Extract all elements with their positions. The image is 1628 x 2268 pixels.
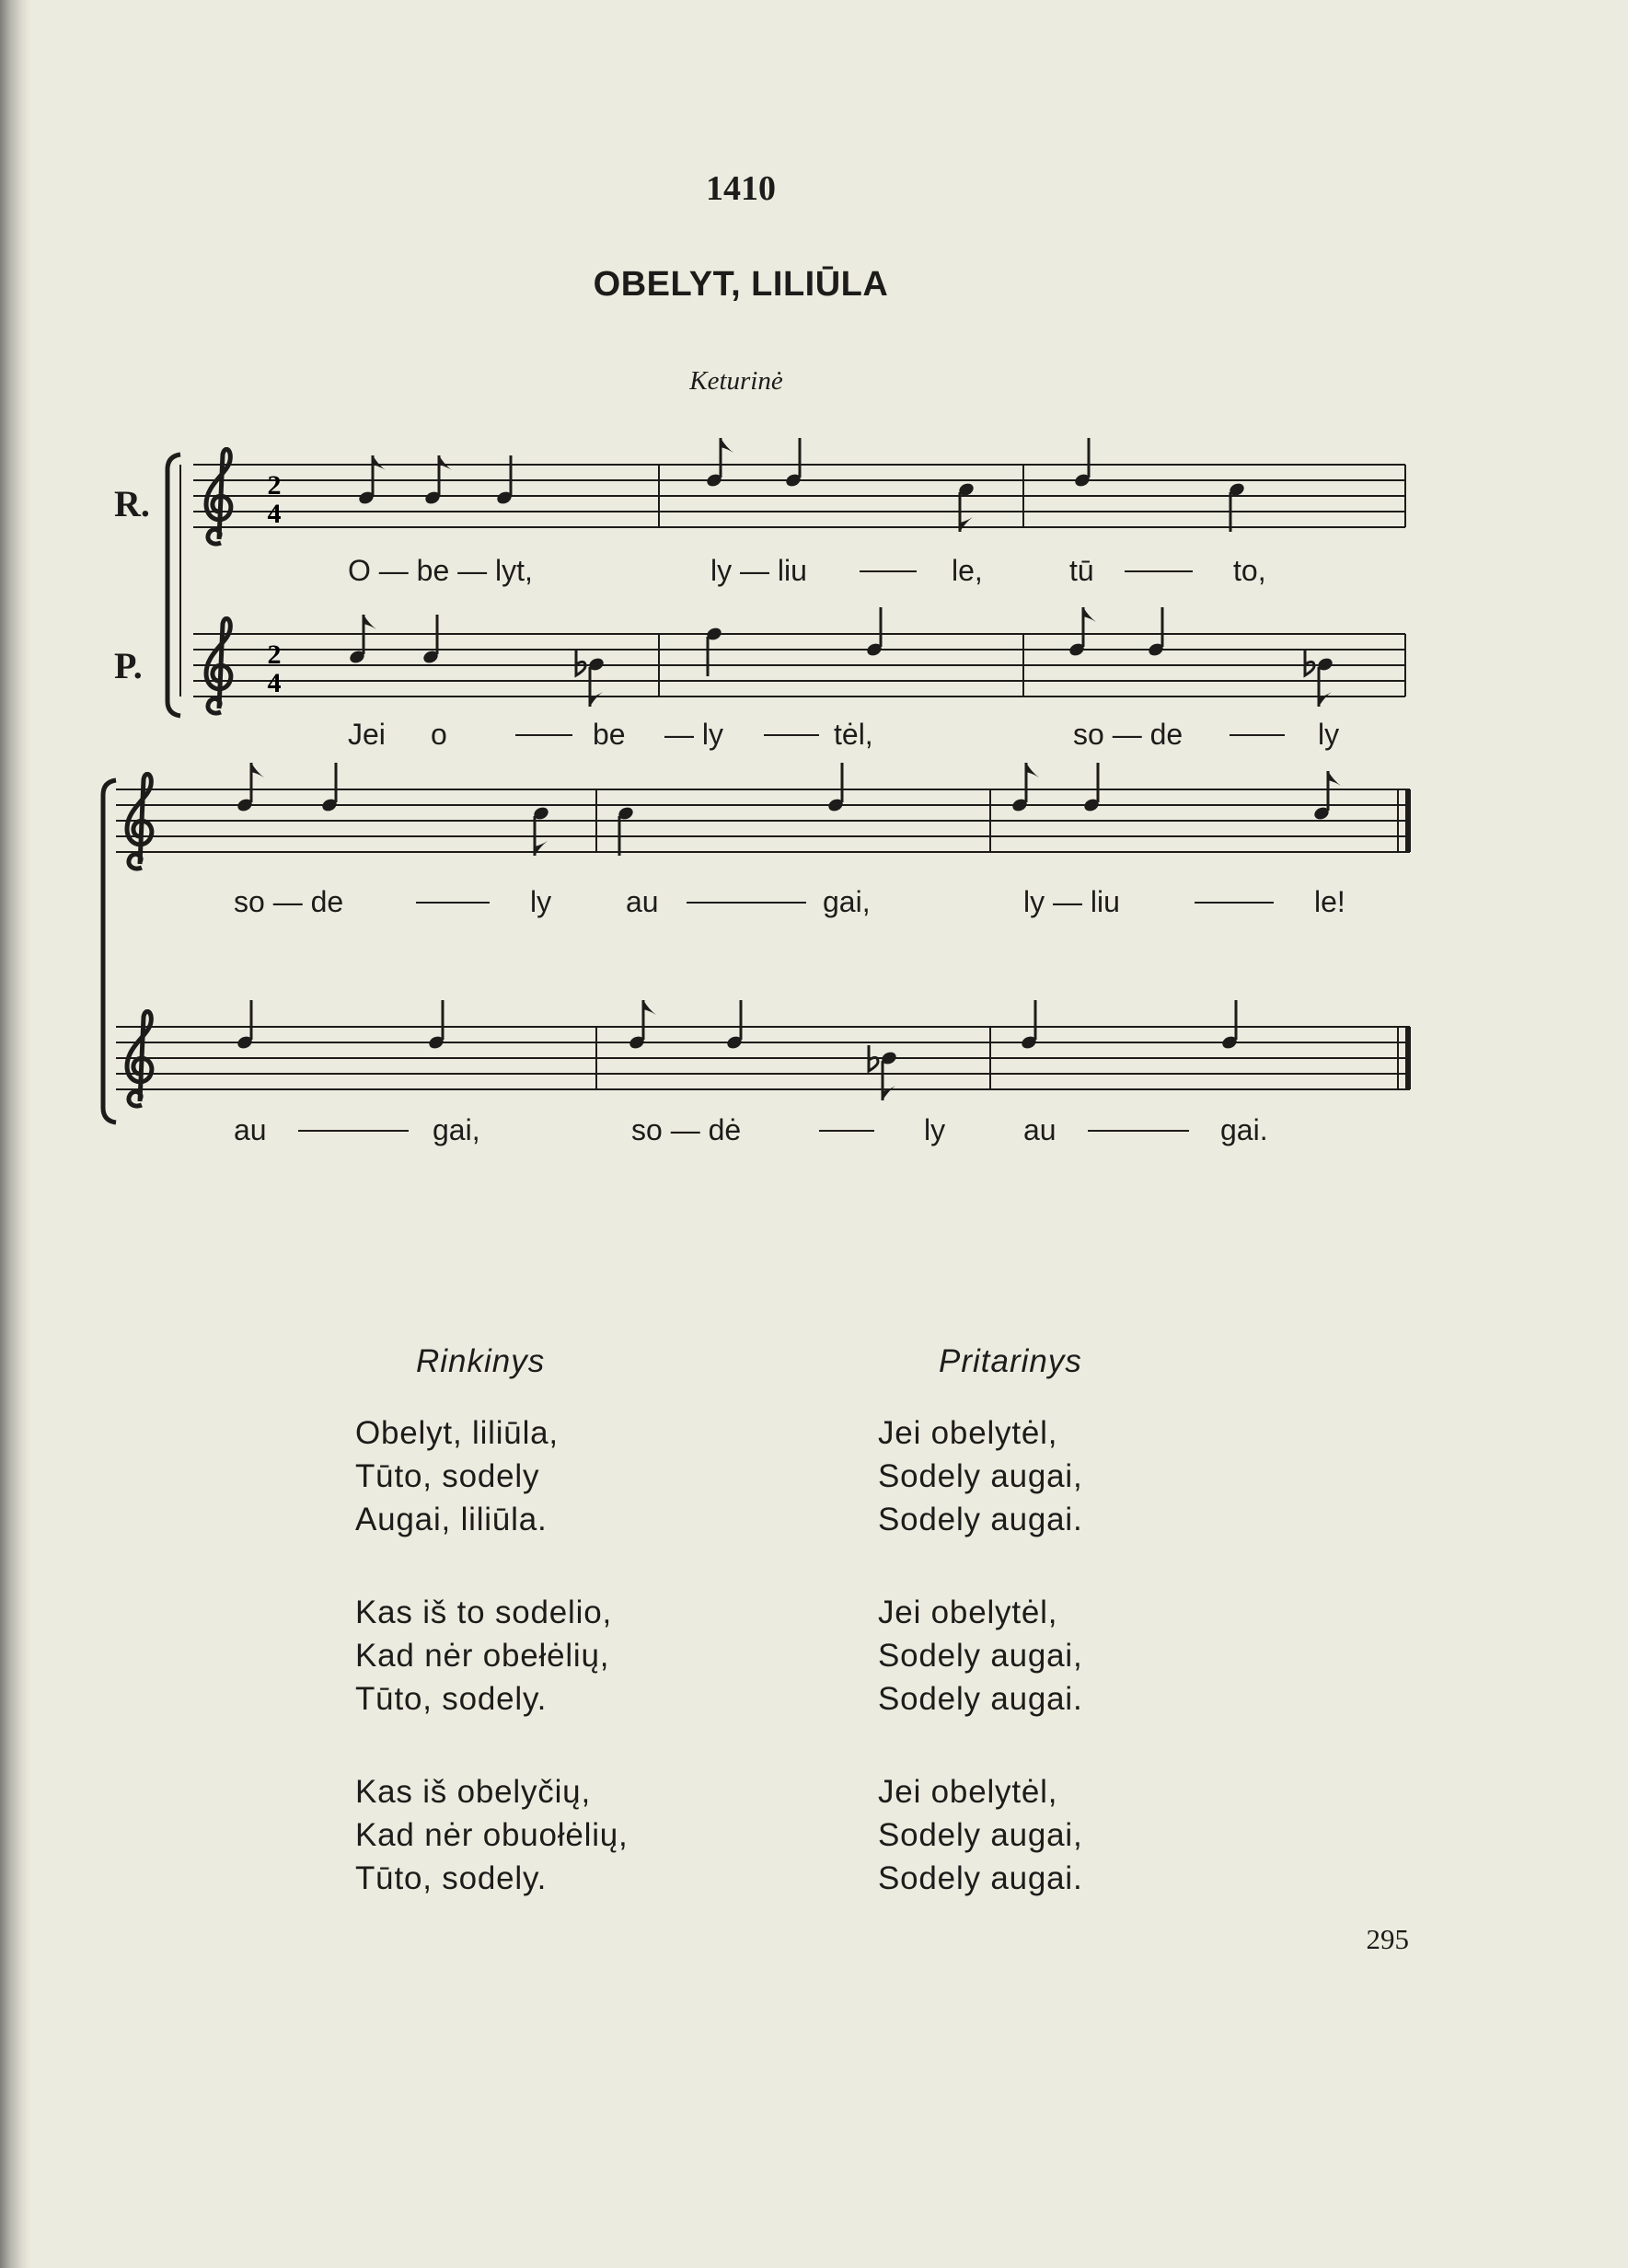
note: [1228, 481, 1246, 532]
system1-bracket: [167, 455, 180, 716]
system2-bracket: [103, 780, 116, 1122]
system1-lower-staff: [193, 634, 1405, 697]
lyric: gai,: [433, 1113, 480, 1146]
lyric: au: [1023, 1113, 1056, 1146]
note: [1020, 1000, 1038, 1051]
lyric: O — be — lyt,: [348, 554, 533, 587]
lyric: le!: [1314, 885, 1345, 918]
verse-line: Jei obelytėl,: [878, 1595, 1058, 1630]
stanza: [878, 1591, 1083, 1721]
lyric: ly: [1318, 718, 1340, 751]
lyric: o: [431, 718, 447, 751]
note: [705, 626, 723, 676]
hyphen-line: [860, 570, 917, 572]
hyphen-line: [1230, 734, 1285, 736]
note: [1147, 607, 1165, 658]
note: [880, 1050, 898, 1100]
hyphen-line: [298, 1130, 409, 1132]
note: [1082, 763, 1101, 813]
verse-line: Sodely augai,: [878, 1638, 1083, 1674]
lyric: ly — liu: [1023, 885, 1120, 918]
lyric: tū: [1069, 554, 1094, 587]
note: [236, 1000, 254, 1051]
lyric: so — de: [1073, 718, 1183, 751]
verse-line: Kad nėr obełėlių,: [355, 1638, 610, 1674]
lyric: to,: [1233, 554, 1266, 587]
note: [1073, 438, 1091, 489]
note: [320, 763, 339, 813]
lyric: so — dė: [631, 1113, 742, 1146]
verse-line: Kas iš to sodelio,: [355, 1595, 612, 1630]
hyphen-line: [1195, 902, 1274, 904]
right-column-verses: [878, 1411, 1083, 1950]
left-column-verses: [355, 1411, 629, 1950]
left-column-heading: Rinkinys: [416, 1343, 546, 1379]
song-number: 1410: [706, 169, 776, 208]
verse-line: Sodely augai.: [878, 1860, 1083, 1896]
lyric: be: [593, 718, 626, 751]
note: [784, 438, 802, 489]
note: [532, 805, 550, 856]
hyphen-line: [1125, 570, 1193, 572]
note: [1220, 1000, 1239, 1051]
lyric: ly: [924, 1113, 946, 1146]
note: [865, 607, 883, 658]
note: [427, 1000, 445, 1051]
note: [826, 763, 845, 813]
tempo-marking: Keturinė: [689, 366, 783, 396]
lyric: tėl,: [834, 718, 873, 751]
verse-line: Sodely augai,: [878, 1458, 1083, 1494]
verse-line: Jei obelytėl,: [878, 1774, 1058, 1810]
verse-line: Jei obelytėl,: [878, 1415, 1058, 1451]
note: [617, 805, 635, 856]
stanza: [355, 1591, 629, 1721]
right-column-heading: Pritarinys: [939, 1343, 1082, 1379]
song-title: OBELYT, LILIŪLA: [593, 265, 889, 304]
lyric: au: [234, 1113, 267, 1146]
time-signature-bottom: 4: [267, 499, 282, 529]
stanza: [878, 1770, 1083, 1900]
hyphen-line: [819, 1130, 874, 1132]
lyric: ly: [530, 885, 552, 918]
hyphen-line: [1088, 1130, 1189, 1132]
flat-icon: [576, 650, 585, 675]
verse-line: Obelyt, liliūla,: [355, 1415, 559, 1451]
verse-line: Augai, liliūla.: [355, 1502, 548, 1537]
lyric: ly — liu: [710, 554, 807, 587]
lyric: au: [626, 885, 659, 918]
lyric: so — de: [234, 885, 344, 918]
lyric: gai,: [823, 885, 871, 918]
flat-icon: [869, 1045, 878, 1071]
note: [725, 1000, 744, 1051]
part-label-p: P.: [114, 645, 143, 686]
verse-line: Sodely augai,: [878, 1817, 1083, 1853]
flat-icon: [1305, 650, 1314, 675]
stanza: [878, 1411, 1083, 1541]
time-signature-bottom: 4: [267, 668, 282, 698]
stanza: [355, 1770, 629, 1900]
page-number: 295: [1366, 1923, 1409, 1955]
lyric: Jei: [348, 718, 386, 751]
note: [957, 481, 976, 532]
note: [348, 615, 376, 665]
lyric: le,: [952, 554, 983, 587]
system2-upper-staff: [116, 789, 1410, 852]
verse-line: Tūto, sodely: [355, 1458, 540, 1494]
system2-lower-staff: [116, 1027, 1410, 1089]
hyphen-line: [515, 734, 572, 736]
hyphen-line: [687, 902, 806, 904]
time-signature-top: 2: [267, 470, 282, 501]
verse-line: Tūto, sodely.: [355, 1681, 548, 1717]
verse-line: Sodely augai.: [878, 1502, 1083, 1537]
time-signature-top: 2: [267, 639, 282, 670]
note: [1312, 771, 1341, 822]
hyphen-line: [764, 734, 819, 736]
verse-line: Kas iš obelyčių,: [355, 1774, 591, 1810]
note: [421, 615, 440, 665]
lyric: — ly: [664, 718, 723, 751]
part-label-r: R.: [114, 483, 150, 524]
hyphen-line: [416, 902, 490, 904]
verse-line: Kad nėr obuołėlių,: [355, 1817, 629, 1853]
lyric: gai.: [1220, 1113, 1268, 1146]
verse-line: Sodely augai.: [878, 1681, 1083, 1717]
verse-line: Tūto, sodely.: [355, 1860, 548, 1896]
stanza: [355, 1411, 629, 1541]
